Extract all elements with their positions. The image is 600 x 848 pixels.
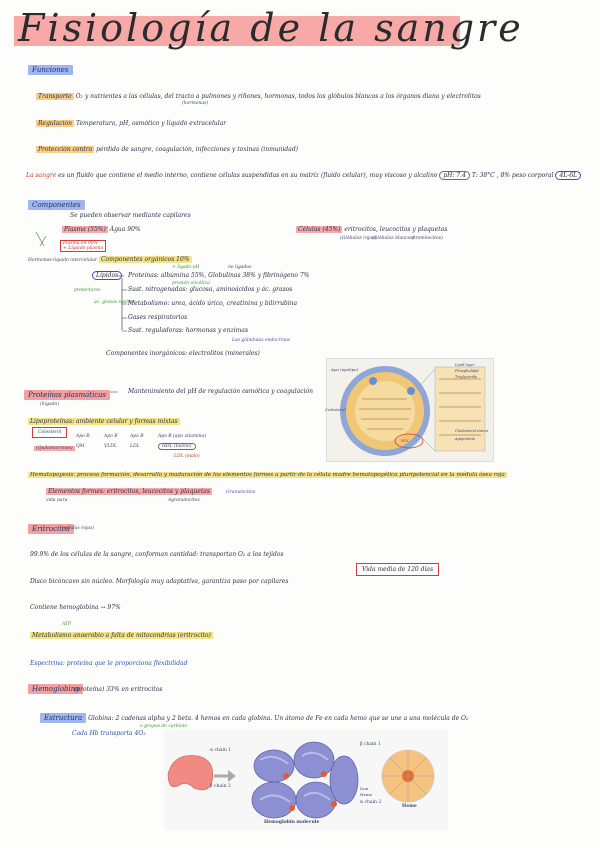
lipid-item-7 <box>158 444 196 449</box>
plasma-label: Plasma (55%) <box>64 226 106 233</box>
section-heading-componentes: Componentes <box>28 200 85 210</box>
estructura-text: Globina: 2 cadenas alpha y 2 beta. 4 hemos en cada globina. Un átomo de Fe en cada hemo que se une a una molécula de O₂ <box>88 715 469 722</box>
colesterol-box <box>32 430 67 435</box>
proteinas-sub: (hígado) <box>40 402 60 407</box>
beta-chain-1-label: β chain 1 <box>360 742 381 747</box>
organicos-label: Componentes orgánicos 10% <box>100 256 190 263</box>
lipoproteinas-line <box>28 418 180 425</box>
section-heading-hemoglobina: Hemoglobina <box>28 684 83 694</box>
metabolismo-line: Metabolismo: urea, ácido úrico, creatinina y bilirrubina <box>128 300 298 307</box>
regulacion-text: Temperatura, pH, osmótico y líquido extracelular <box>75 120 227 127</box>
eritro-line5: Espectrina: proteína que le proporciona flexibilidad <box>30 660 188 667</box>
inorganicos-line: Componentes inorgánicos: electrolitos (minerales) <box>106 350 260 357</box>
ligado-note: + ligado pH <box>172 265 200 270</box>
transporte-note: (hormonas) <box>182 101 209 106</box>
colesterol-label: Colesterol <box>32 427 67 438</box>
eritro-line4-text: Metabolismo anaerobio a falta de mitocondrias (eritrocito) <box>32 632 211 639</box>
alpha-chain-1-label: α chain 1 <box>210 748 232 753</box>
bajos-label <box>34 446 75 451</box>
proteccion-label: Protección contra <box>38 146 93 153</box>
eritro-line2: Disco bicóncavo sin núcleo. Morfología muy adaptativa, garantiza paso por capilares <box>30 578 289 585</box>
section-heading-eritrocitos: Eritrocitos <box>28 524 74 534</box>
lipid-item-0: Apo B <box>76 434 90 439</box>
lipid-item-2: Apo B <box>130 434 144 439</box>
eritrocitos-sub: (células rojas) <box>62 526 95 531</box>
beta-chain-2-label: β chain 2 <box>210 784 231 789</box>
vida-media-box: Vida media de 120 días <box>356 563 439 576</box>
alpha-chain-2-label: α chain 2 <box>360 800 382 805</box>
lipidos-label: Lípidos <box>92 271 122 280</box>
sangre-label: La sangre <box>26 172 57 179</box>
fig-label-apo: Apo (apolipo) <box>331 367 359 372</box>
eritro-line4 <box>30 632 213 639</box>
section-heading-funciones: Funciones <box>28 65 73 75</box>
protectores-note: protectores <box>74 288 101 293</box>
hemoglobin-molecule-caption: Hemoglobin molecule <box>264 820 320 825</box>
ac-grasos-note: ac. grasos sueltos <box>94 300 135 305</box>
lipoprotein-figure <box>326 358 494 462</box>
regulacion-label: Regulación <box>38 120 73 127</box>
eritro-line1: 99.9% de los células de la sangre, conforman cantidad: transportan O₂ a los tejidos <box>30 551 284 558</box>
celulas-sub1: (Glóbulos rojos) <box>340 236 377 241</box>
section-heading-proteinas: Proteínas plasmáticas <box>24 390 110 400</box>
fig-label-red-note: HDL <box>401 439 410 443</box>
agua-note2: + Líquido plasma <box>63 246 104 251</box>
no-ligado-note: no ligados <box>228 265 252 270</box>
lipid-item-4: QM <box>76 444 85 449</box>
fig-label-colesterol: Colesterol <box>325 407 346 412</box>
agranulocitos-note: Agranulocitos <box>168 498 200 503</box>
hemoglobina-sub: (proteína) 33% en eritrocitos <box>74 686 163 693</box>
hemato-text: Hematopoyesis: proceso formación, desarrollo y maduración de los elementos formes a partir de la célula madre hematopoyética pluripotencial en la médula ósea roja <box>30 472 505 478</box>
sangre-text: es un fluido que contiene el medio interno, contiene células suspendidas en su matriz (fluido celular), muy viscoso y alcalino <box>58 172 438 179</box>
lipid-item-5: VLDL <box>104 444 117 449</box>
ldl-malo: LDL (malo) <box>174 454 200 459</box>
sust-nitro-line: Sust. nitrogenadas: glucosa, aminoácidos y ác. grasos <box>128 286 293 293</box>
lipid-item-1: Apo B <box>104 434 118 439</box>
sangre-tail: T: 38°C , 8% peso corporal <box>471 172 554 179</box>
lipid-item-3: Apo B (apo vitamina) <box>158 434 206 439</box>
fig-label-lipid-layer: Lipid layer <box>455 363 475 367</box>
agua-note1: Plasma en 90% <box>63 241 98 246</box>
componentes-note: Se pueden observar mediante capilares <box>70 212 191 219</box>
celulas-sub3: (trombocitos) <box>412 236 443 241</box>
iron-label: Iron <box>360 786 369 791</box>
fig-label-trigly: Triglyceride <box>455 375 478 379</box>
celulas-label: Células (45%) <box>298 226 341 233</box>
transporte-label: Transporte <box>38 93 72 100</box>
fig-label-apoprotein: Apoprotein <box>455 437 476 441</box>
page-title: Fisiología de la sangre <box>18 6 524 50</box>
vida-note: vida para <box>46 498 68 503</box>
estructura-label: Estructura <box>40 713 86 723</box>
elementos-line <box>46 488 212 495</box>
o2-note: o grupos de carbono <box>140 724 187 729</box>
fig-label-cholest-ester: Cholesterol esters <box>455 429 489 433</box>
estructura-line <box>40 714 468 722</box>
eritro-line3: Contiene hemoglobina → 97% <box>30 604 121 611</box>
elementos-text: Elementos formes: eritrocitos, leucocitos y plaquetas <box>48 488 210 495</box>
hemato-line <box>28 472 507 478</box>
atp-note: ATP <box>62 622 72 627</box>
celulas-text: eritrocitos, leucocitos y plaquetas <box>344 226 448 233</box>
gases-line: Gases respiratorios <box>128 314 188 321</box>
plasma-text: Agua 90% <box>109 226 141 233</box>
ph-badge: pH: 7.4 <box>439 171 470 180</box>
hemoglobin-figure <box>164 730 448 830</box>
volume-badge: 4L-6L <box>555 171 581 180</box>
hdl-label: HDL (bueno) <box>158 443 196 450</box>
fig-label-phospho: Phospholipid <box>455 369 479 373</box>
heme-label: Heme <box>360 792 373 797</box>
transporte-text: O₂ y nutrientes a las células, del tracto a pulmones y riñones, hormonas, todos los glóbulos blancos a los órganos diana y electrolitos <box>75 93 481 100</box>
glandulas-note: Las glándulas endocrinas <box>232 338 291 343</box>
sust-reg-line: Sust. reguladoras: hormonas y enzimas <box>128 327 249 334</box>
granulocitos-note: Granulocitos <box>226 490 256 495</box>
lipid-item-6: LDL <box>130 444 140 449</box>
presion-note: presión oncótica <box>172 281 210 286</box>
proteinas-line: Proteínas: albúmina 55%, Globulinas 38% y fibrinógeno 7% <box>128 272 310 279</box>
proteinas-arrow-text: Mantenimiento del pH de regulación osmótica y coagulación <box>128 388 314 395</box>
hormonas-note: Hormonas-líquido intercelular <box>28 258 98 263</box>
cada-hb-line: Cada Hb transporta 4O₂ <box>72 730 146 737</box>
hemoglobin-illustration <box>164 730 448 830</box>
heme-diagram-label: Heme <box>402 804 417 809</box>
bajos-text: (Quilomicrones) <box>36 446 73 451</box>
lipoproteinas-text: Lipoproteínas: ambiente celular y formas mixtas <box>30 418 178 425</box>
proteccion-text: pérdida de sangre, coagulación, infecciones y toxinas (inmunidad) <box>96 146 299 153</box>
celulas-sub2: (Glóbulos blancos) <box>372 236 415 241</box>
